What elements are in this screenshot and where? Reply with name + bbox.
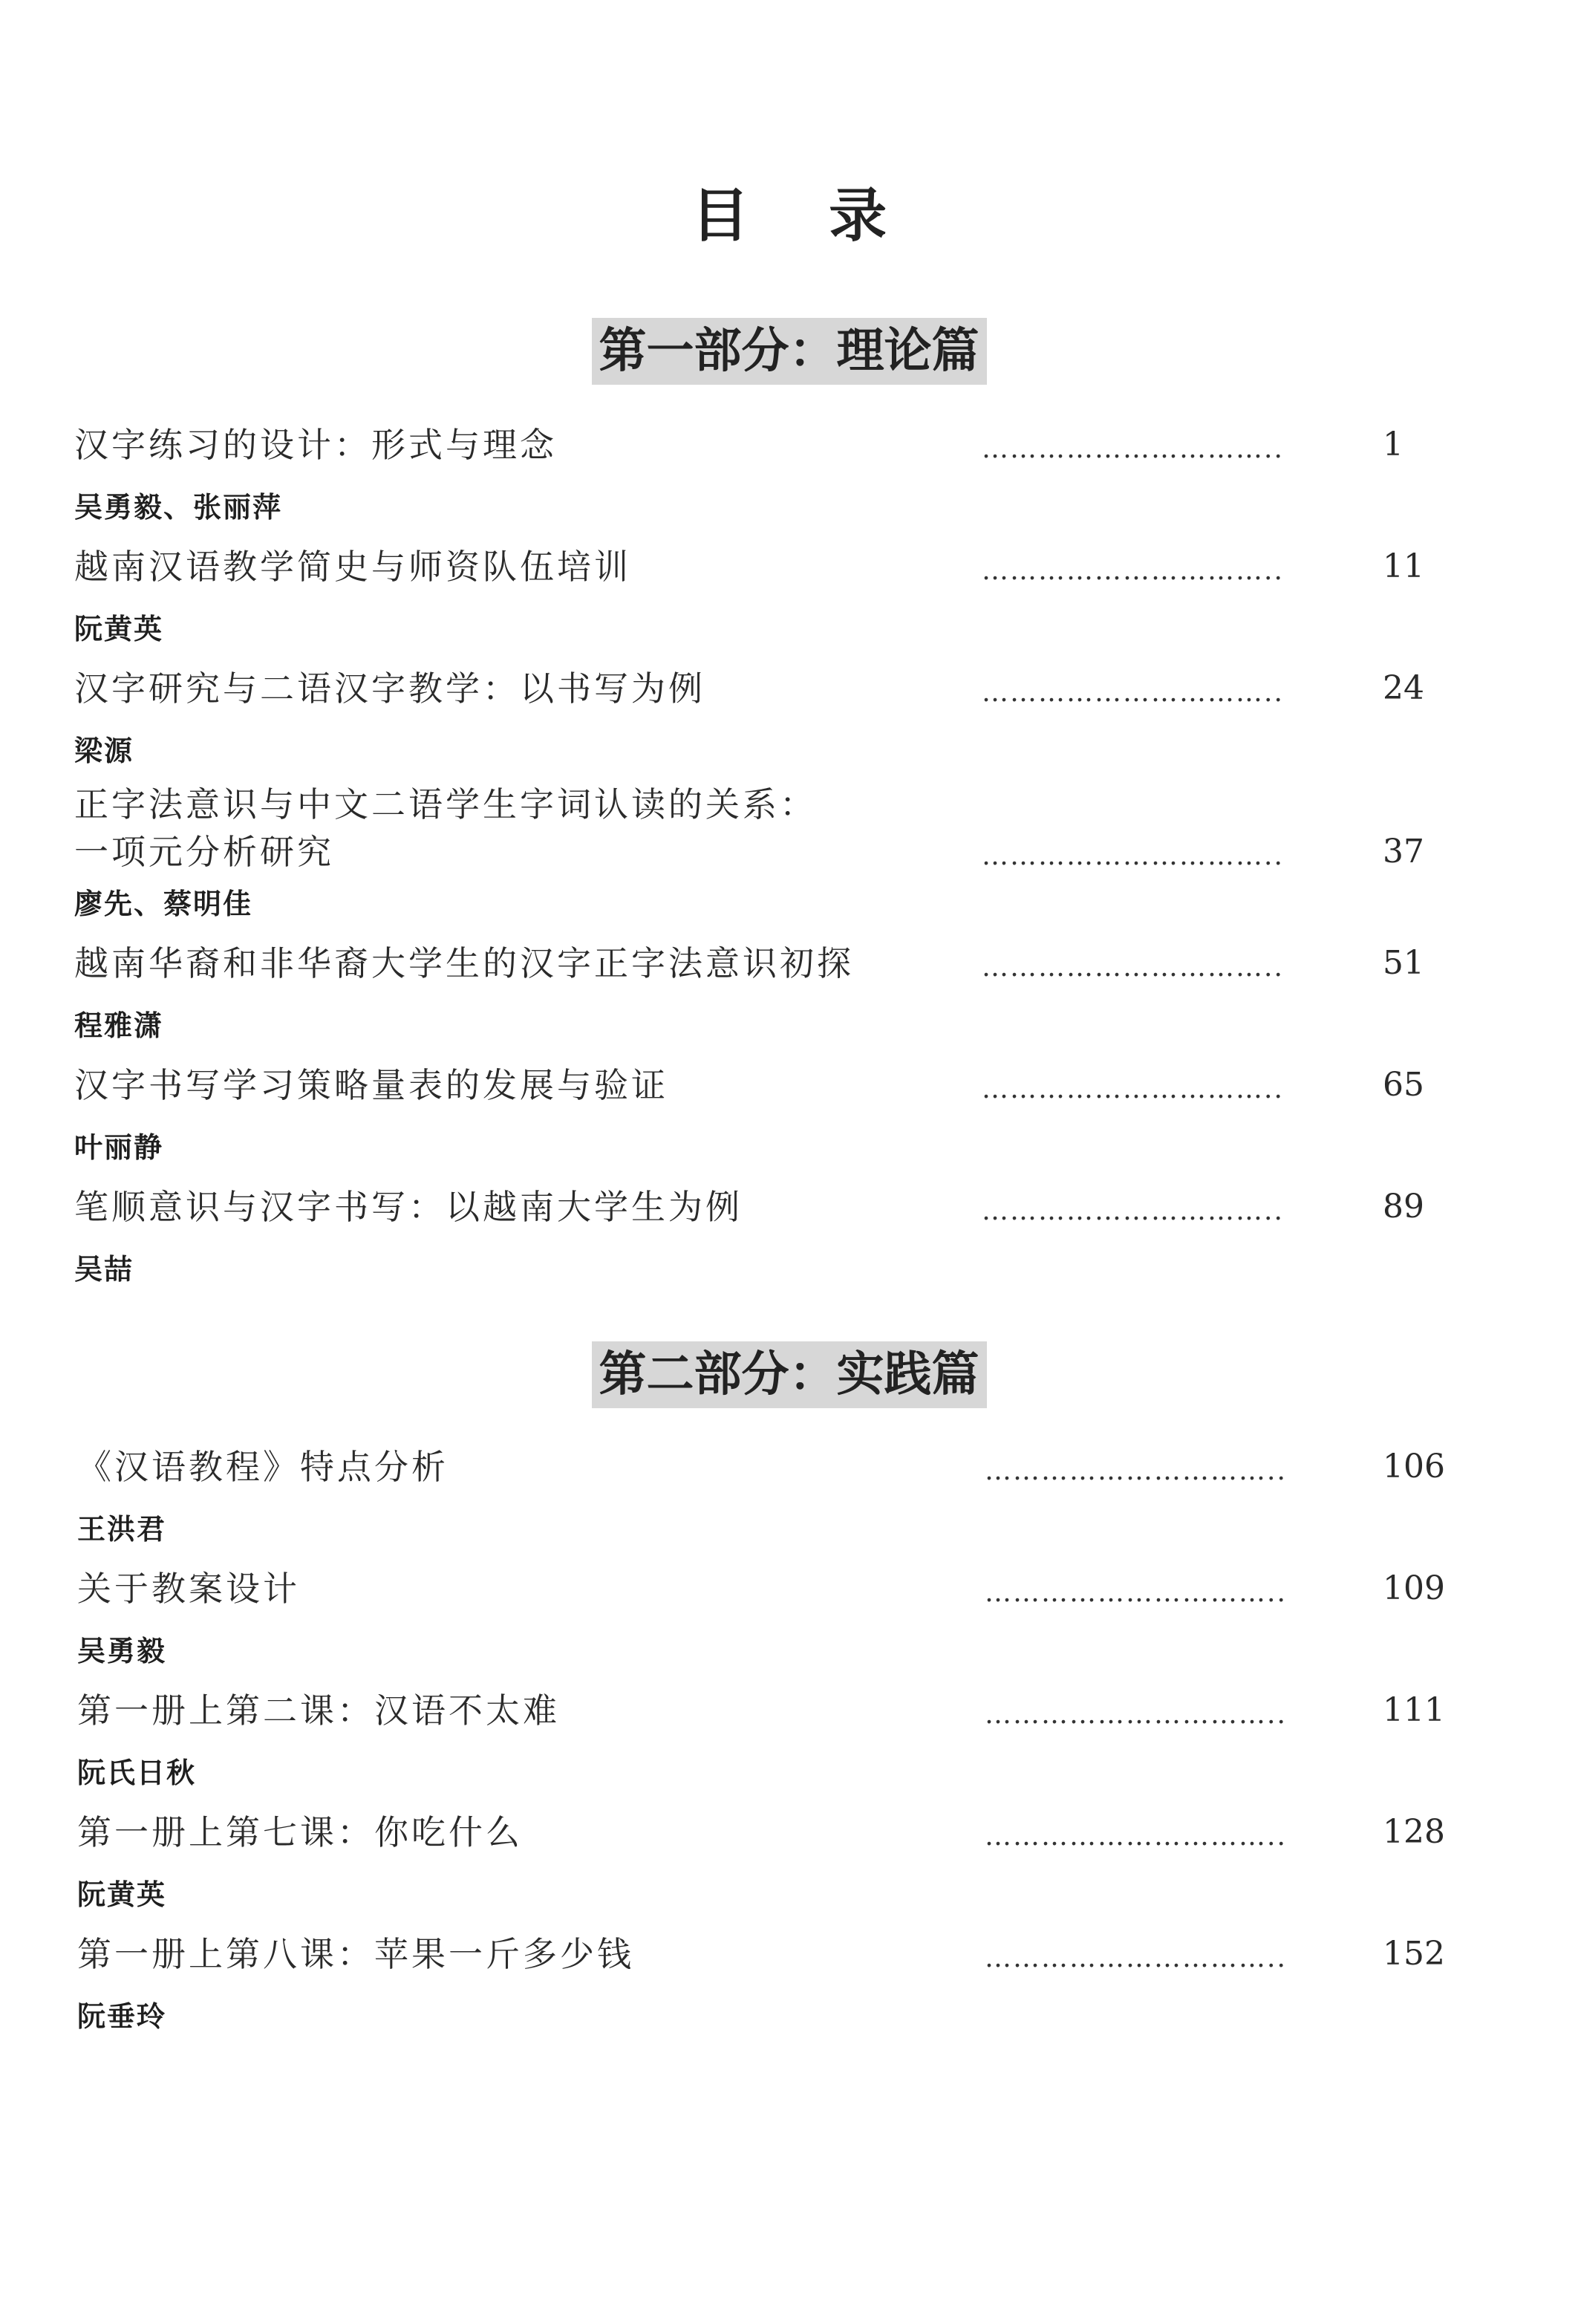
dot-leader: ………………………….. (985, 1943, 1287, 1973)
section-heading-theory: 第一部分：理论篇 (0, 318, 1578, 385)
entry-title: 笔顺意识与汉字书写：以越南大学生为例 (74, 1187, 743, 1227)
dot-leader: ………………………….. (982, 434, 1284, 463)
entry-title: 汉字研究与二语汉字教学：以书写为例 (74, 668, 705, 709)
dot-leader: ………………………….. (985, 1578, 1287, 1607)
dot-leader: ………………………….. (982, 677, 1284, 707)
dot-leader: ………………………….. (982, 1196, 1284, 1226)
dot-leader: ………………………….. (982, 1074, 1284, 1104)
toc-entry[interactable] (0, 781, 1578, 930)
section-heading-practice: 第二部分：实践篇 (0, 1341, 1578, 1408)
toc-entry[interactable] (0, 1062, 1578, 1181)
entry-page-number: 111 (1383, 1691, 1445, 1729)
entry-author: 吴勇毅、张丽萍 (74, 490, 283, 524)
entry-title-line2: 一项元分析研究 (74, 832, 334, 872)
entry-title: 第一册上第七课：你吃什么 (77, 1812, 523, 1852)
entry-title: 《汉语教程》特点分析 (77, 1447, 449, 1487)
entry-title: 第一册上第八课：苹果一斤多少钱 (77, 1934, 634, 1974)
entry-author: 廖先、蔡明佳 (74, 887, 253, 920)
entry-title: 正字法意识与中文二语学生字词认读的关系： (74, 784, 817, 824)
entry-author: 阮黄英 (74, 612, 164, 645)
toc-entry[interactable] (0, 665, 1578, 784)
entry-page-number: 152 (1383, 1935, 1445, 1973)
entry-title: 越南华裔和非华裔大学生的汉字正字法意识初探 (74, 943, 854, 983)
entry-title: 越南汉语教学简史与师资队伍培训 (74, 547, 631, 587)
dot-leader: ………………………….. (982, 556, 1284, 585)
entry-author: 王洪君 (77, 1512, 167, 1546)
toc-entry[interactable] (0, 1809, 1578, 1928)
entry-author: 阮黄英 (77, 1878, 167, 1911)
toc-entry[interactable] (0, 1566, 1578, 1685)
entry-page-number: 51 (1383, 944, 1424, 982)
dot-leader: ………………………….. (982, 952, 1284, 982)
entry-author: 梁源 (74, 734, 134, 767)
dot-leader: ………………………….. (982, 841, 1284, 870)
toc-entry[interactable] (0, 1444, 1578, 1563)
entry-page-number: 37 (1383, 833, 1424, 870)
entry-author: 叶丽静 (74, 1130, 164, 1164)
entry-page-number: 128 (1383, 1813, 1445, 1851)
entry-author: 阮垂玲 (77, 1999, 167, 2033)
entry-title: 汉字练习的设计：形式与理念 (74, 425, 557, 465)
toc-entry[interactable] (0, 544, 1578, 663)
entry-page-number: 11 (1383, 547, 1424, 585)
entry-author: 吴勇毅 (77, 1634, 167, 1667)
toc-entry[interactable] (0, 940, 1578, 1059)
entry-author: 程雅潇 (74, 1009, 164, 1042)
toc-entry[interactable] (0, 1931, 1578, 2050)
toc-entry[interactable] (0, 1184, 1578, 1303)
entry-author: 吴喆 (74, 1252, 134, 1286)
entry-page-number: 24 (1383, 669, 1424, 707)
entry-title: 汉字书写学习策略量表的发展与验证 (74, 1065, 668, 1105)
toc-entry[interactable] (0, 1687, 1578, 1806)
dot-leader: ………………………….. (985, 1821, 1287, 1851)
entry-title: 第一册上第二课：汉语不太难 (77, 1690, 560, 1731)
entry-author: 阮氏日秋 (77, 1756, 197, 1789)
entry-page-number: 1 (1383, 426, 1403, 463)
entry-page-number: 109 (1383, 1569, 1445, 1607)
entry-page-number: 106 (1383, 1448, 1445, 1485)
page-title: 目 录 (691, 183, 917, 250)
entry-page-number: 89 (1383, 1188, 1424, 1226)
dot-leader: ………………………….. (985, 1699, 1287, 1729)
toc-entry[interactable] (0, 422, 1578, 541)
dot-leader: ………………………….. (985, 1456, 1287, 1485)
entry-page-number: 65 (1383, 1066, 1424, 1104)
entry-title: 关于教案设计 (77, 1569, 300, 1609)
